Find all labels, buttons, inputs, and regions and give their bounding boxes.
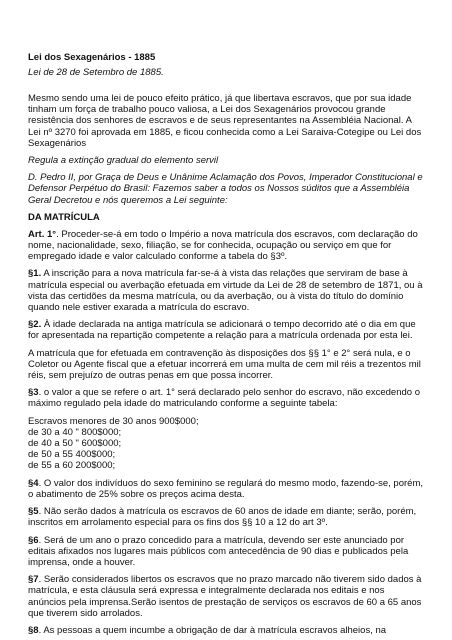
value-table-row: de 55 a 60 200$000; <box>28 460 116 472</box>
article-1 <box>28 229 424 263</box>
paragraph-8-text: . As pessoas a quem incumbe a obrigação de dar à matrícula escravos alheios, na <box>38 624 387 636</box>
value-table-row: Escravos menores de 30 anos 900$000; <box>28 415 199 427</box>
paragraph-4 <box>28 478 424 500</box>
paragraph-3 <box>28 387 424 409</box>
paragraph-7-text: . Serão considerados libertos os escravos que no prazo marcado não tiverem sido dados à matrícula, e esta cláusula será expressa e integralmente declarada nos editais e nos anúncios pela imprensa.Serão isentos de prestação de serviços os escravos de 60 a 65 anos que tiverem sido arrolados. <box>28 574 422 619</box>
intro-paragraph: Mesmo sendo uma lei de pouco efeito prático, já que libertava escravos, que por sua idade tinham um força de trabalho pouco valiosa, a Lei dos Sexagenários provocou grande resistência dos senhores de escravos e de seus representantes na Assembléia Nacional. A Lei nº 3270 foi aprovada em 1885, e ficou conhecida como a Lei Saraiva-Cotegipe ou Lei dos Sexagenários <box>28 93 422 149</box>
value-table-row: de 50 a 55 400$000; <box>28 449 116 461</box>
article-1-label: Art. 1° <box>28 228 57 240</box>
paragraph-1-label: §1. <box>28 268 42 280</box>
paragraph-2-text: À idade declarada na antiga matrícula se adicionará o tempo decorrido até o dia em que for apresentada na repartição competente a relação para a matrícula ordenada por esta lei. <box>28 319 416 342</box>
law-subtitle: Regula a extinção gradual do elemento servil <box>28 155 219 167</box>
paragraph-1 <box>28 268 424 313</box>
paragraph-3-text: . o valor a que se refere o art. 1° será declarado pelo senhor do escravo, não excedendo o máximo regulado pela idade do matriculando conforme a seguinte tabela: <box>28 387 420 410</box>
paragraph-7-label: §7 <box>28 574 39 586</box>
preamble-paragraph: D. Pedro II, por Graça de Deus e Unânime Aclamação dos Povos, Imperador Constitucional e Defensor Perpétuo do Brasil: Fazemos saber a todos os Nossos súditos que a Assembléia Geral Decretou e nós queremos a Lei seguinte: <box>28 172 423 206</box>
paragraph-6-label: §6 <box>28 534 39 546</box>
paragraph-8-label: §8 <box>28 624 39 636</box>
value-table <box>28 416 424 472</box>
paragraph-3-label: §3 <box>28 387 39 399</box>
document-title: Lei dos Sexagenários - 1885 <box>28 52 156 63</box>
article-1-text: . Proceder-se-á em todo o Império a nova matrícula dos escravos, com declaração do nome, nacionalidade, sexo, filiação, se for conhecida, ocupação ou serviço em que for empregado idade e valor calculado conforme a tabela do §3º. <box>28 228 418 263</box>
paragraph-2 <box>28 319 424 341</box>
value-table-row: de 40 a 50 " 600$000; <box>28 438 122 450</box>
paragraph-4-label: §4 <box>28 477 39 489</box>
section-heading: DA MATRÍCULA <box>28 211 100 223</box>
value-table-row: de 30 a 40 " 800$000; <box>28 426 122 438</box>
paragraph-5-label: §5 <box>28 506 39 518</box>
paragraph-8 <box>28 625 424 636</box>
paragraph-6 <box>28 535 424 569</box>
paragraph-4-text: . O valor dos indivíduos do sexo feminino se regulará do mesmo modo, fazendo-se, porém, o abatimento de 25% sobre os preços acima desta. <box>28 477 423 500</box>
paragraph-5 <box>28 506 424 528</box>
paragraph-1-text: A inscrição para a nova matrícula far-se-á à vista das relações que serviram de base à matrícula especial ou averbação efetuada em virtude da Lei de 28 de setembro de 1871, ou à vista das certidões da mesma matrícula, ou da averbação, ou à vista do título do domínio quando nele estiver exarada a matrícula do escravo. <box>28 268 423 314</box>
paragraph-7 <box>28 574 424 619</box>
paragraph-5-text: . Não serão dados à matrícula os escravos de 60 anos de idade em diante; serão, porém, inscritos em arrolamento especial para os fins dos §§ 10 a 12 do art 3º. <box>28 506 417 529</box>
paragraph-2-label: §2. <box>28 319 42 331</box>
paragraph-2-continuation: A matrícula que for efetuada em contravenção às disposições dos §§ 1° e 2° será nula, e o Coletor ou Agente fiscal que a efetuar incorrerá em uma multa de cem mil réis a trezentos mil réis, sem prejuízo de outras penas em que possa incorrer. <box>28 347 421 382</box>
law-date: Lei de 28 de Setembro de 1885. <box>28 67 164 78</box>
paragraph-6-text: . Será de um ano o prazo concedido para a matrícula, devendo ser este anunciado por editais afixados nos lugares mais públicos com antecedência de 90 dias e publicados pela imprensa, onde a houver. <box>28 534 409 568</box>
